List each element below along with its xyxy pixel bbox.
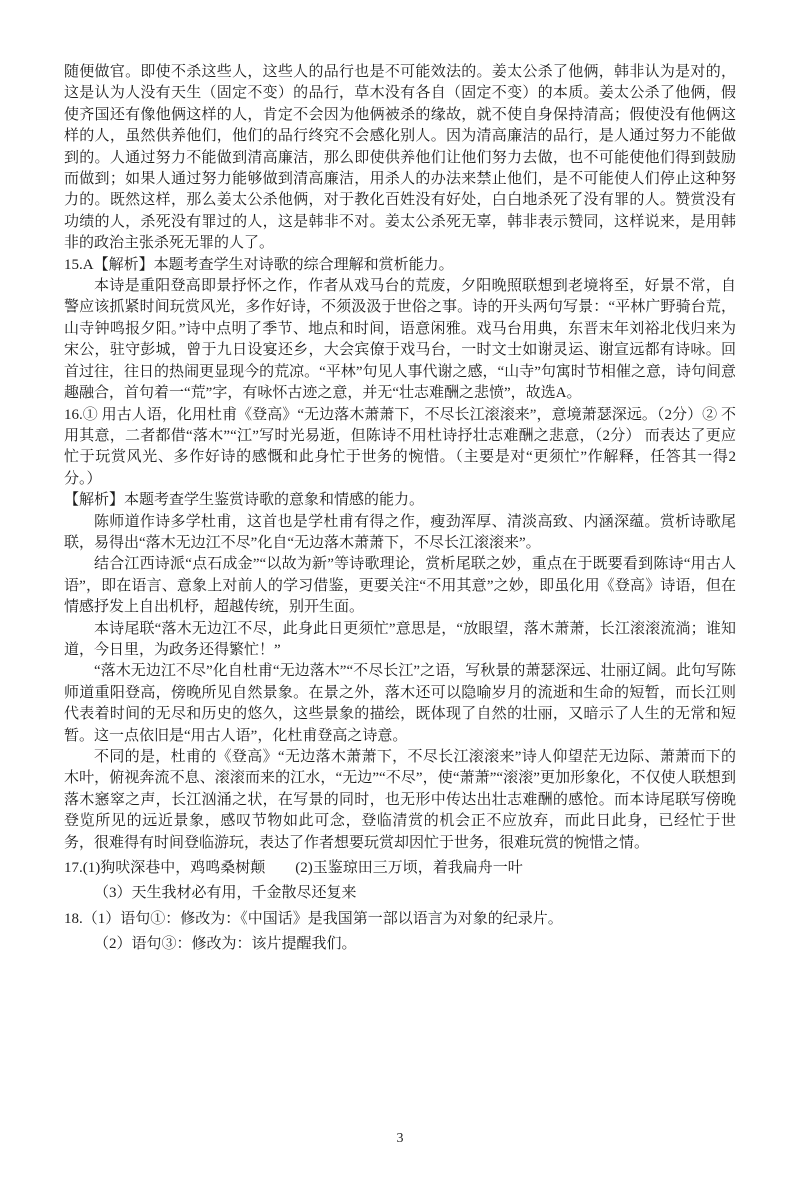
answer-17-line-2: （3）天生我材必有用，千金散尽还复来 — [94, 885, 357, 902]
answer-key-content — [64, 62, 736, 956]
answer-17-line-1: 17.(1)狗吠深巷中，鸡鸣桑树颠 (2)玉鉴琼田三万顷，着我扁舟一叶 — [64, 860, 523, 877]
answer-16: 16.① 用古人语，化用杜甫《登高》“无边落木萧萧下，不尽长江滚滚来”，意境萧瑟深远。（2分）② 不用其意，二者都借“落木”“江”写时光易逝，但陈诗不用杜诗抒壮志难酬之悲意，（2分） 而表达了更应忙于玩赏风光、多作好诗的感慨和此身忙于世务的惋惜。（主要是对“更须忙”作解释，任答其一得2分。） — [64, 406, 736, 487]
analysis-16-paragraph-5: 不同的是，杜甫的《登高》“无边落木萧萧下，不尽长江滚滚来”诗人仰望茫无边际、萧萧而下的木叶，俯视奔流不息、滚滚而来的江水，“无边”“不尽”，使“萧萧”“滚滚”更加形象化，不仅使人联想到落木窸窣之声，长江汹涌之状，在写景的同时，也无形中传达出壮志难酬的感怆。而本诗尾联写傍晚登览所见的远近景象，感叹节物如此可念，登临清赏的机会正不应放弃，而此日此身，已经忙于世务，很难得有时间登临游玩，表达了作者想要玩赏却因忙于世务，很难玩赏的惋惜之情。 — [64, 749, 736, 851]
page-number: 3 — [396, 1131, 404, 1146]
answer-18-line-2: （2）语句③：修改为：该片提醒我们。 — [94, 936, 357, 953]
analysis-16-heading: 【解析】本题考查学生鉴赏诗歌的意象和情感的能力。 — [64, 492, 425, 509]
answer-15: 15.A【解析】本题考查学生对诗歌的综合理解和赏析能力。 — [64, 256, 454, 273]
analysis-16-paragraph-3: 本诗尾联“落木无边江不尽，此身此日更须忙”意思是，“放眼望，落木萧萧，长江滚滚流淌；谁知道，今日里，为政务还得繁忙！” — [64, 620, 736, 658]
analysis-16-paragraph-4: “落木无边江不尽”化自杜甫“无边落木”“不尽长江”之语，写秋景的萧瑟深远、壮丽辽阔。此句写陈师道重阳登高，傍晚所见自然景象。在景之外，落木还可以隐喻岁月的流逝和生命的短暂，而长江则代表着时间的无尽和历史的悠久，这些景象的描绘，既体现了自然的壮丽，又暗示了人生的无常和短暂。这一点依旧是“用古人语”，化杜甫登高之诗意。 — [64, 663, 736, 744]
analysis-15-paragraph: 本诗是重阳登高即景抒怀之作，作者从戏马台的荒废，夕阳晚照联想到老境将至，好景不常，自警应该抓紧时间玩赏风光，多作好诗，不须汲汲于世俗之事。诗的开头两句写景：“平林广野骑台荒，山寺钟鸣报夕阳。”诗中点明了季节、地点和时间，语意闲雅。戏马台用典，东晋末年刘裕北伐归来为宋公，驻守彭城，曾于九日设宴还乡，大会宾僚于戏马台，一时文士如谢灵运、谢宣远都有诗咏。回首过往，往日的热闹更显现今的荒凉。“平林”句见人事代谢之感，“山寺”句寓时节相催之意，诗句间意趣融合，首句着一“荒”字，有咏怀古迹之意，并无“壮志难酬之悲愤”，故选A。 — [64, 278, 736, 402]
analysis-16-paragraph-2: 结合江西诗派“点石成金”“以故为新”等诗歌理论，赏析尾联之妙，重点在于既要看到陈诗“用古人语”，即在语言、意象上对前人的学习借鉴，更要关注“不用其意”之妙，即虽化用《登高》诗语，但在情感抒发上自出机杼，超越传统，别开生面。 — [64, 556, 736, 616]
translation-paragraph: 随便做官。即使不杀这些人，这些人的品行也是不可能效法的。姜太公杀了他俩，韩非认为是对的，这是认为人没有天生（固定不变）的品行，草木没有各自（固定不变）的本质。姜太公杀了他俩，假使齐国还有像他俩这样的人，肯定不会因为他俩被杀的缘故，就不使自身保持清高；假使没有他俩这样的人，虽然供养他们，他们的品行终究不会感化别人。因为清高廉洁的品行，是人通过努力不能做到的。人通过努力不能做到清高廉洁，那么即使供养他们让他们努力去做，也不可能使他们得到鼓励而做到；如果人通过努力能够做到清高廉洁，用杀人的办法来禁止他们，是不可能使人们停止这种努力的。既然这样，那么姜太公杀他俩，对于教化百姓没有好处，白白地杀死了没有罪的人。赞赏没有功绩的人，杀死没有罪过的人，这是韩非不对。姜太公杀死无辜，韩非表示赞同，这样说来，是用韩非的政治主张杀死无罪的人了。 — [64, 64, 736, 252]
answer-18-line-1: 18.（1）语句①：修改为：《中国话》是我国第一部以语言为对象的纪录片。 — [64, 910, 563, 927]
analysis-16-paragraph-1: 陈师道作诗多学杜甫，这首也是学杜甫有得之作，瘦劲浑厚、清淡高致、内涵深蕴。赏析诗歌尾联，易得出“落木无边江不尽”化自“无边落木萧萧下，不尽长江滚滚来”。 — [64, 513, 736, 551]
